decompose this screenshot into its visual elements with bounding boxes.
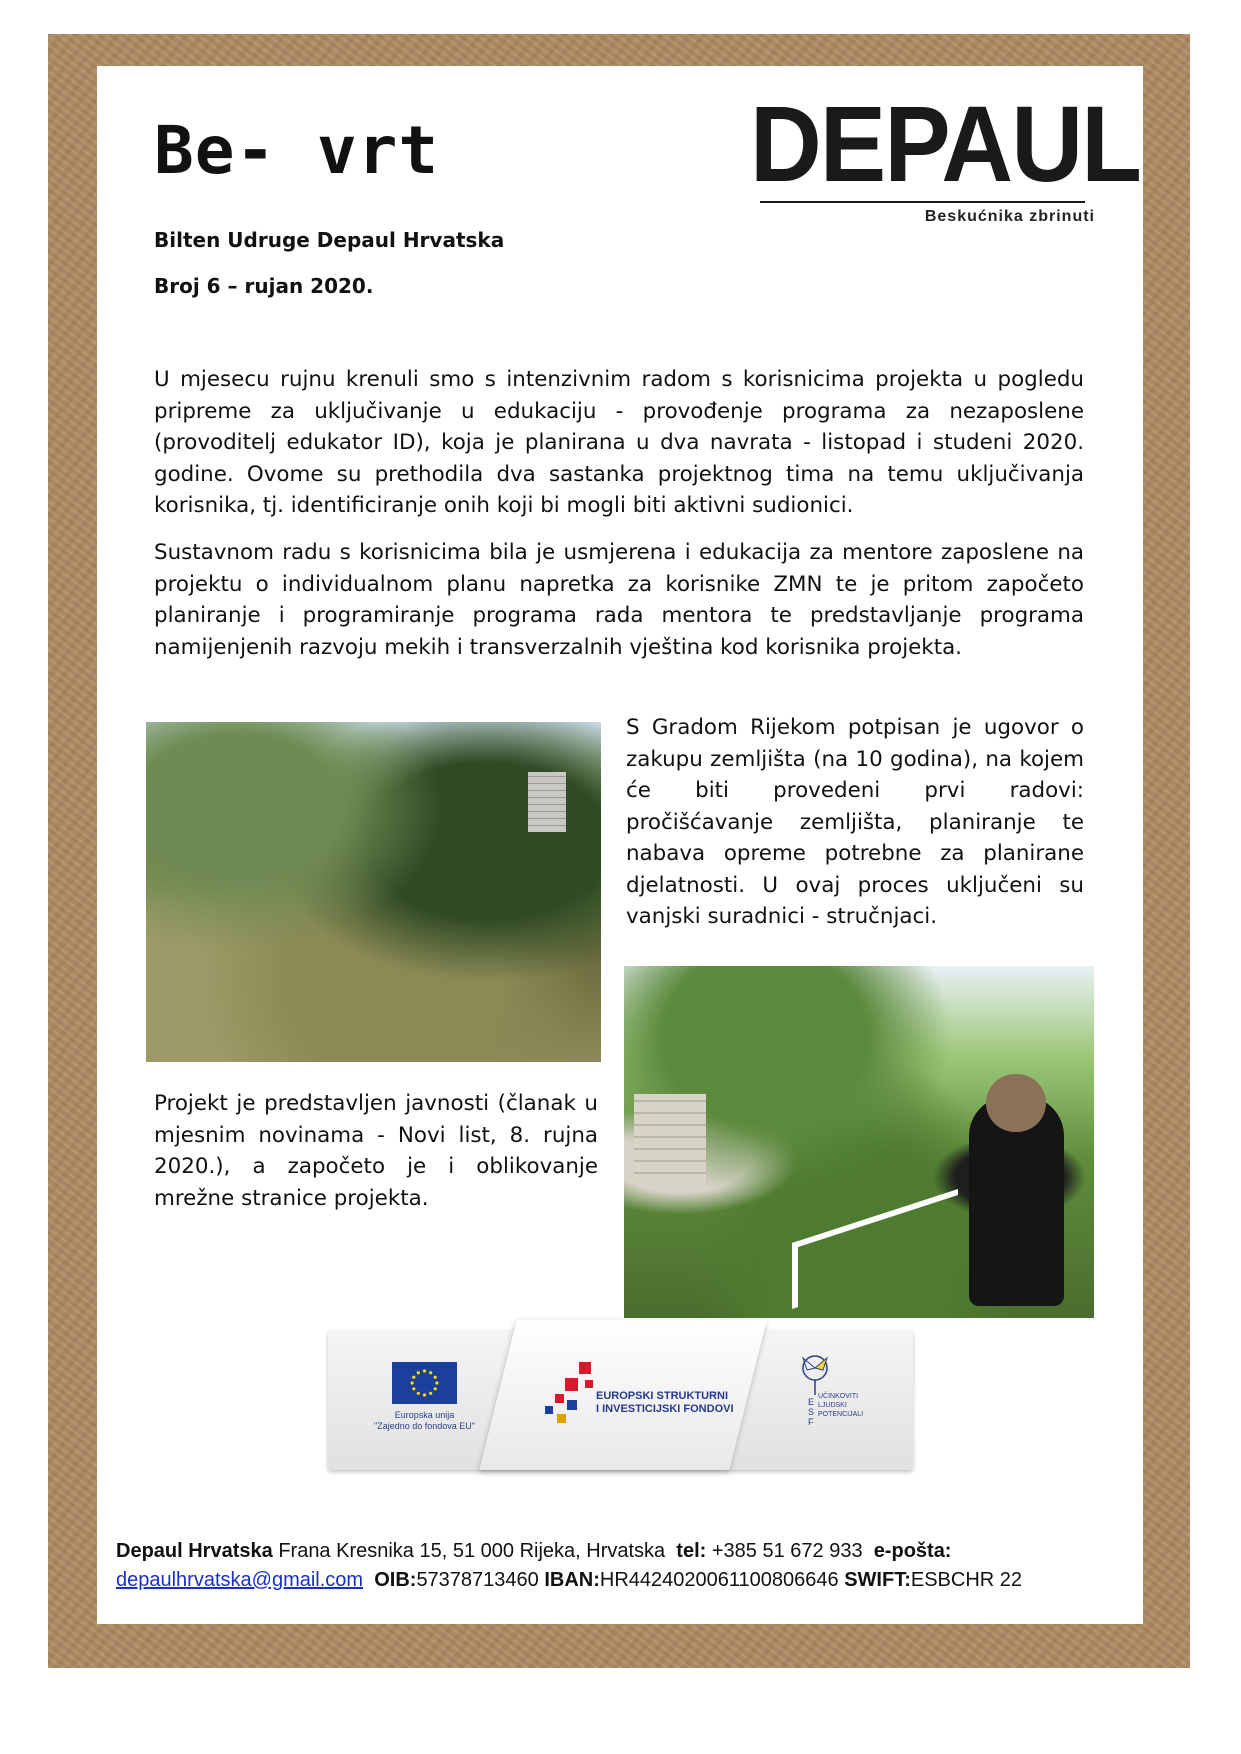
overgrown-land-photo bbox=[146, 722, 601, 1062]
footer-swift-label: SWIFT: bbox=[844, 1569, 911, 1591]
esif-squares-icon bbox=[543, 1360, 603, 1430]
footer-org: Depaul Hrvatska bbox=[116, 1540, 273, 1562]
issue-number: Broj 6 – rujan 2020. bbox=[154, 274, 374, 298]
footer-line-1 bbox=[116, 1540, 951, 1563]
paragraph-3: S Gradom Rijekom potpisan je ugovor o zakupu zemljišta (na 10 godina), na kojem će biti provedeni prvi radovi: pročišćavanje zemljišta, planiranje te nabava opreme potrebne za planirane djelatnosti. U ovaj proces uključeni su vanjski suradnici - stručnjaci. bbox=[626, 715, 1084, 929]
logo-wordmark: DEPAUL bbox=[750, 83, 1141, 204]
eu-stars bbox=[392, 1362, 457, 1404]
esif-label-line2: I INVESTICIJSKI FONDOVI bbox=[596, 1403, 734, 1415]
footer-line-2 bbox=[116, 1569, 1022, 1592]
paragraph-1: U mjesecu rujnu krenuli smo s intenzivnim radom s korisnicima projekta u pogledu pripreme za uključivanje u edukaciju - provođenje programa za nezaposlene (provoditelj edukator ID), koja je planirana u dva navrata - listopad i studeni 2020. godine. Ovome su prethodila dva sastanka projektnog tima na temu uključivanja korisnika, tj. identificiranje onih koji bi mogli biti aktivni sudionici. bbox=[154, 367, 1084, 518]
footer-swift: ESBCHR 22 bbox=[910, 1569, 1023, 1591]
newsletter-title: Be- vrt bbox=[154, 112, 440, 189]
eu-flag-icon bbox=[392, 1362, 457, 1404]
ljp-line2: LJUDSKI bbox=[818, 1402, 847, 1409]
footer-oib-label: OIB: bbox=[374, 1569, 417, 1591]
footer-email-label: e-pošta: bbox=[873, 1540, 952, 1562]
eu-caption bbox=[362, 1410, 487, 1432]
esf-letters: ESF bbox=[808, 1397, 815, 1427]
ljp-label bbox=[818, 1392, 863, 1419]
footer-oib: 57378713460 bbox=[416, 1569, 539, 1591]
apartment-building bbox=[634, 1094, 706, 1184]
ljp-line1: UČINKOVITI bbox=[818, 1393, 859, 1400]
esif-label-line1: EUROPSKI STRUKTURNI bbox=[596, 1390, 729, 1402]
footer-email-link[interactable]: depaulhrvatska@gmail.com bbox=[116, 1569, 364, 1591]
footer-iban: HR4424020061100806646 bbox=[599, 1569, 839, 1591]
bulletin-name: Bilten Udruge Depaul Hrvatska bbox=[154, 228, 505, 252]
person-hair bbox=[986, 1074, 1046, 1132]
paragraph-4: Projekt je predstavljen javnosti (članak u mjesnim novinama - Novi list, 8. rujna 2020.), a započeto je i oblikovanje mrežne stranice projekta. bbox=[154, 1091, 598, 1211]
footer-iban-label: IBAN: bbox=[544, 1569, 600, 1591]
eu-caption-line1: Europska unija bbox=[394, 1410, 455, 1420]
logo-tagline: Beskućnika zbrinuti bbox=[924, 208, 1095, 225]
paragraph-2: Sustavnom radu s korisnicima bila je usmjerena i edukacija za mentore zaposlene na projektu o individualnom planu napretka za korisnike ZMN te je pritom započeto planiranje i programiranje programa rada mentora te predstavljanje programa namijenjenih razvoju mekih i transverzalnih vještina kod korisnika projekta. bbox=[154, 540, 1084, 660]
garden-visit-photo bbox=[624, 966, 1094, 1318]
depaul-logo bbox=[750, 83, 1141, 230]
white-railing bbox=[792, 1189, 958, 1309]
ljp-line3: POTENCIJALI bbox=[818, 1411, 864, 1418]
eu-caption-line2: "Zajedno do fondova EU" bbox=[374, 1421, 475, 1431]
footer-address: Frana Kresnika 15, 51 000 Rijeka, Hrvatska bbox=[278, 1540, 666, 1562]
eu-funding-banner bbox=[328, 1320, 913, 1475]
esif-label bbox=[596, 1390, 734, 1416]
footer-tel: +385 51 672 933 bbox=[711, 1540, 863, 1562]
distant-tower bbox=[528, 772, 566, 832]
footer-tel-label: tel: bbox=[676, 1540, 707, 1562]
